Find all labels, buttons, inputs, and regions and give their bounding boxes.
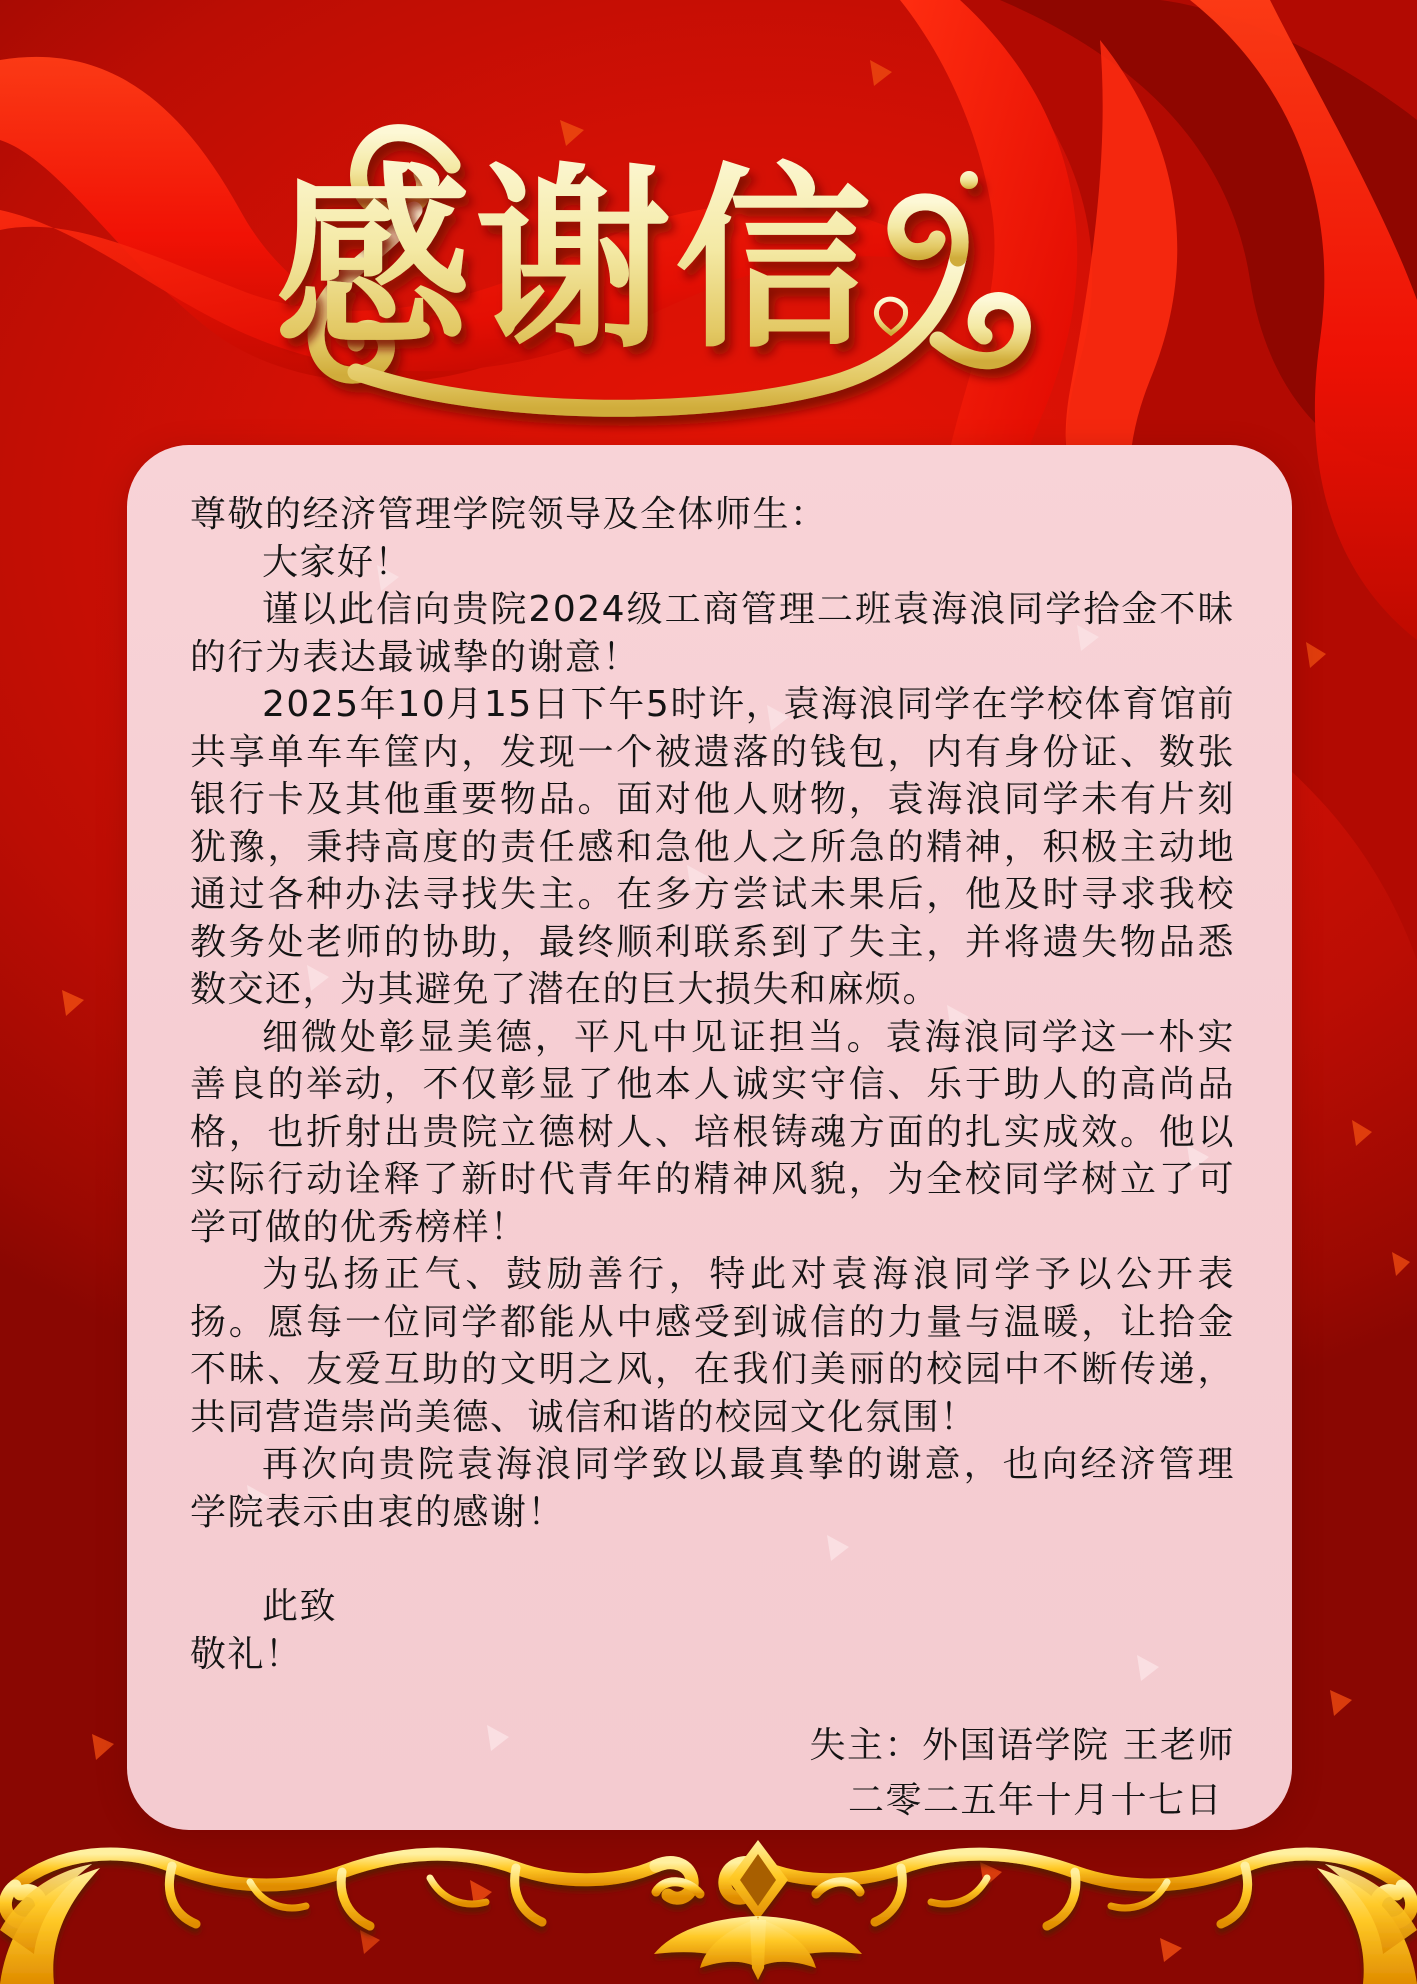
paragraph: 再次向贵院袁海浪同学致以最真挚的谢意，也向经济管理学院表示由衷的感谢！ [190, 1444, 1235, 1533]
paragraph: 为弘扬正气、鼓励善行，特此对袁海浪同学予以公开表扬。愿每一位同学都能从中感受到诚信的力量与温暖，让拾金不昧、友爱互助的文明之风，在我们美丽的校园中不断传递，共同营造崇尚美德、诚信和谐的校园文化氛围！ [190, 1254, 1235, 1438]
letter-card [127, 445, 1292, 1830]
signature-owner: 失主：外国语学院 王老师 [809, 1725, 1235, 1766]
gold-scroll-right [725, 1854, 1412, 1926]
closing-cizhi: 此致 [262, 1586, 338, 1627]
greeting-line: 大家好！ [262, 541, 413, 583]
title-text: 感谢信 [274, 147, 876, 375]
salutation: 尊敬的经济管理学院领导及全体师生： [190, 494, 828, 535]
closing-jingli: 敬礼！ [190, 1633, 303, 1675]
letter-body [127, 445, 1292, 1828]
title-heart-icon [876, 299, 905, 333]
closing-block [190, 1583, 1235, 1678]
paragraph: 谨以此信向贵院2024级工商管理二班袁海浪同学拾金不昧的行为表达最诚挚的谢意！ [190, 589, 1235, 678]
signature-block [190, 1718, 1235, 1828]
bottom-gold-border [0, 1834, 1417, 1984]
paragraph: 2025年10月15日下午5时许，袁海浪同学在学校体育馆前共享单车车筐内，发现一个被遗落的钱包，内有身份证、数张银行卡及其他重要物品。面对他人财物，袁海浪同学未有片刻犹豫，秉持高度的责任感和急他人之所急的精神，积极主动地通过各种办法寻找失主。在多方尝试未果后，他及时寻求我校教务处老师的协助，最终顺利联系到了失主，并将遗失物品悉数交还，为其避免了潜在的巨大损失和麻烦。 [190, 684, 1235, 1010]
title-block [0, 40, 1417, 460]
gold-scroll-left [5, 1854, 692, 1926]
paragraph: 细微处彰显美德，平凡中见证担当。袁海浪同学这一朴实善良的举动，不仅彰显了他本人诚实守信、乐于助人的高尚品格，也折射出贵院立德树人、培根铸魂方面的扎实成效。他以实际行动诠释了新时代青年的精神风貌，为全校同学树立了可学可做的优秀榜样！ [190, 1016, 1235, 1248]
signature-date: 二零二五年十月十七日 [847, 1780, 1223, 1821]
